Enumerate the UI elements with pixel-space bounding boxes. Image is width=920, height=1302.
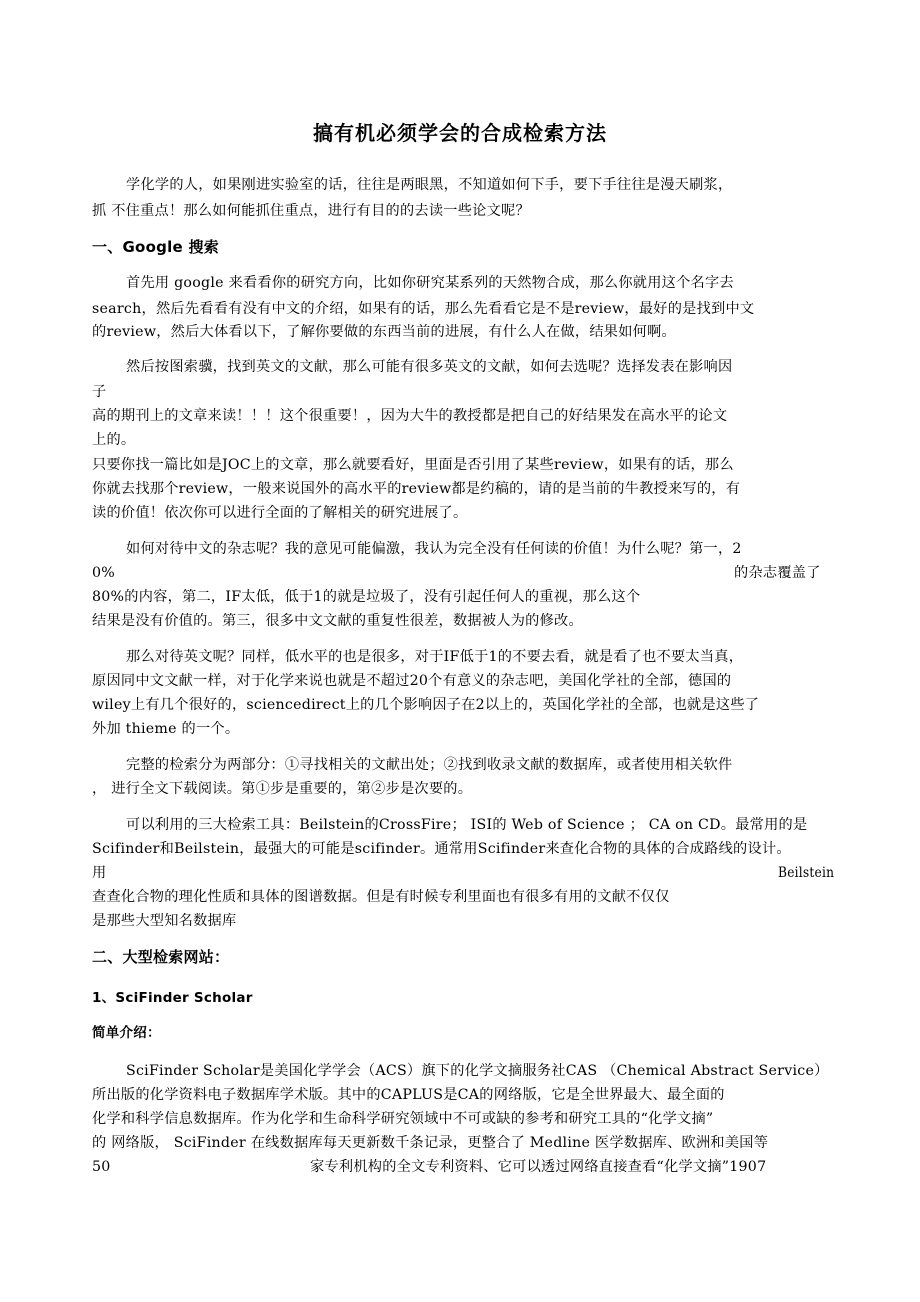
subheading-scifinder: 1、SciFinder Scholar — [92, 990, 253, 1006]
s1-p4-line: 原因同中文文献一样，对于化学来说也就是不超过20个有意义的杂志吧，美国化学社的全部，德国的 — [92, 673, 732, 689]
s1-p6-line: Beilstein — [778, 865, 835, 881]
intro-line-2: 抓 不住重点！那么如何能抓住重点，进行有目的的去读一些论文呢？ — [92, 203, 530, 219]
s2-p1-line: 家专利机构的全文专利资料、它可以透过网络直接查看“化学文摘”1907 — [310, 1159, 767, 1175]
s1-p3-line: 0% — [92, 565, 116, 581]
page-title: 搞有机必须学会的合成检索方法 — [313, 121, 607, 145]
intro-line-1: 学化学的人，如果刚进实验室的话，往往是两眼黑，不知道如何下手，要下手往往是漫天刷浆， — [126, 177, 733, 193]
s1-p5-line: 完整的检索分为两部分：①寻找相关的文献出处；②找到收录文献的数据库，或者使用相关软件 — [126, 757, 733, 773]
s1-p2-line: 子 — [92, 384, 107, 400]
s1-p3-line: 如何对待中文的杂志呢？我的意见可能偏激，我认为完全没有任何读的价值！为什么呢？第一，2 — [126, 541, 742, 557]
s1-p2-line: 上的。 — [92, 432, 136, 448]
s1-p2-line: 读的价值！依次你可以进行全面的了解相关的研究进展了。 — [92, 505, 468, 521]
s1-p4-line: 那么对待英文呢？同样，低水平的也是很多，对于IF低于1的不要去看，就是看了也不要太当真， — [126, 649, 744, 665]
s1-p2-line: 然后按图索骥，找到英文的文献，那么可能有很多英文的文献，如何去选呢？选择发表在影响因 — [126, 359, 733, 375]
subheading-intro: 简单介绍： — [92, 1025, 161, 1041]
s1-p6-line: Scifinder和Beilstein，最强大的可能是scifinder。通常用Scifinder来查化合物的具体的合成路线的设计。 — [92, 841, 791, 857]
s1-p3-line: 80%的内容，第二，IF太低，低于1的就是垃圾了，没有引起任何人的重视，那么这个 — [92, 589, 641, 605]
s2-p1-line: SciFinder Scholar是美国化学学会（ACS）旗下的化学文摘服务社CAS （Chemical Abstract Service） — [126, 1063, 829, 1079]
s1-p6-line: 是那些大型知名数据库 — [92, 913, 237, 929]
s2-p1-line: 的 网络版， SciFinder 在线数据库每天更新数千条记录，更整合了 Medline 医学数据库、欧洲和美国等 — [92, 1135, 769, 1151]
s2-p1-line: 50 — [92, 1159, 111, 1175]
s1-p1-line: 的review，然后大体看以下，了解你要做的东西当前的进展，有什么人在做，结果如何啊。 — [92, 324, 676, 340]
s1-p6-line: 用 — [92, 865, 107, 881]
s1-p2-line: 你就去找那个review，一般来说国外的高水平的review都是约稿的，请的是当前的牛教授来写的，有 — [92, 481, 741, 497]
s2-p1-line: 化学和科学信息数据库。作为化学和生命科学研究领域中不可或缺的参考和研究工具的“化学文摘” — [92, 1111, 714, 1127]
s1-p1-line: search，然后先看看有没有中文的介绍，如果有的话，那么先看看它是不是review，最好的是找到中文 — [92, 301, 755, 317]
section-heading-databases: 二、大型检索网站： — [92, 948, 230, 966]
s1-p1-line: 首先用 google 来看看你的研究方向，比如你研究某系列的天然物合成，那么你就用这个名字去 — [126, 275, 734, 291]
s2-p1-line: 所出版的化学资料电子数据库学术版。其中的CAPLUS是CA的网络版，它是全世界最大、最全面的 — [92, 1087, 725, 1103]
s1-p2-line: 高的期刊上的文章来读！！！这个很重要！，因为大牛的教授都是把自己的好结果发在高水平的论文 — [92, 408, 728, 424]
s1-p4-line: wiley上有几个很好的，sciencedirect上的几个影响因子在2以上的，英国化学社的全部，也就是这些了 — [92, 697, 760, 713]
s1-p2-line: 只要你找一篇比如是JOC上的文章，那么就要看好，里面是否引用了某些review，如果有的话，那么 — [92, 457, 734, 473]
s1-p3-line: 的杂志覆盖了 — [734, 565, 821, 581]
section-heading-google: 一、Google 搜索 — [92, 238, 219, 256]
s1-p3-line: 结果是没有价值的。第三，很多中文文献的重复性很差，数据被人为的修改。 — [92, 613, 583, 629]
s1-p5-line: ， 进行全文下载阅读。第①步是重要的，第②步是次要的。 — [92, 781, 473, 797]
s1-p4-line: 外加 thieme 的一个。 — [92, 721, 240, 737]
s1-p6-line: 查查化合物的理化性质和具体的图谱数据。但是有时候专利里面也有很多有用的文献不仅仅 — [92, 889, 670, 905]
s1-p6-line: 可以利用的三大检索工具：Beilstein的CrossFire； ISI的 Web of Science ； CA on CD。最常用的是 — [126, 817, 808, 833]
